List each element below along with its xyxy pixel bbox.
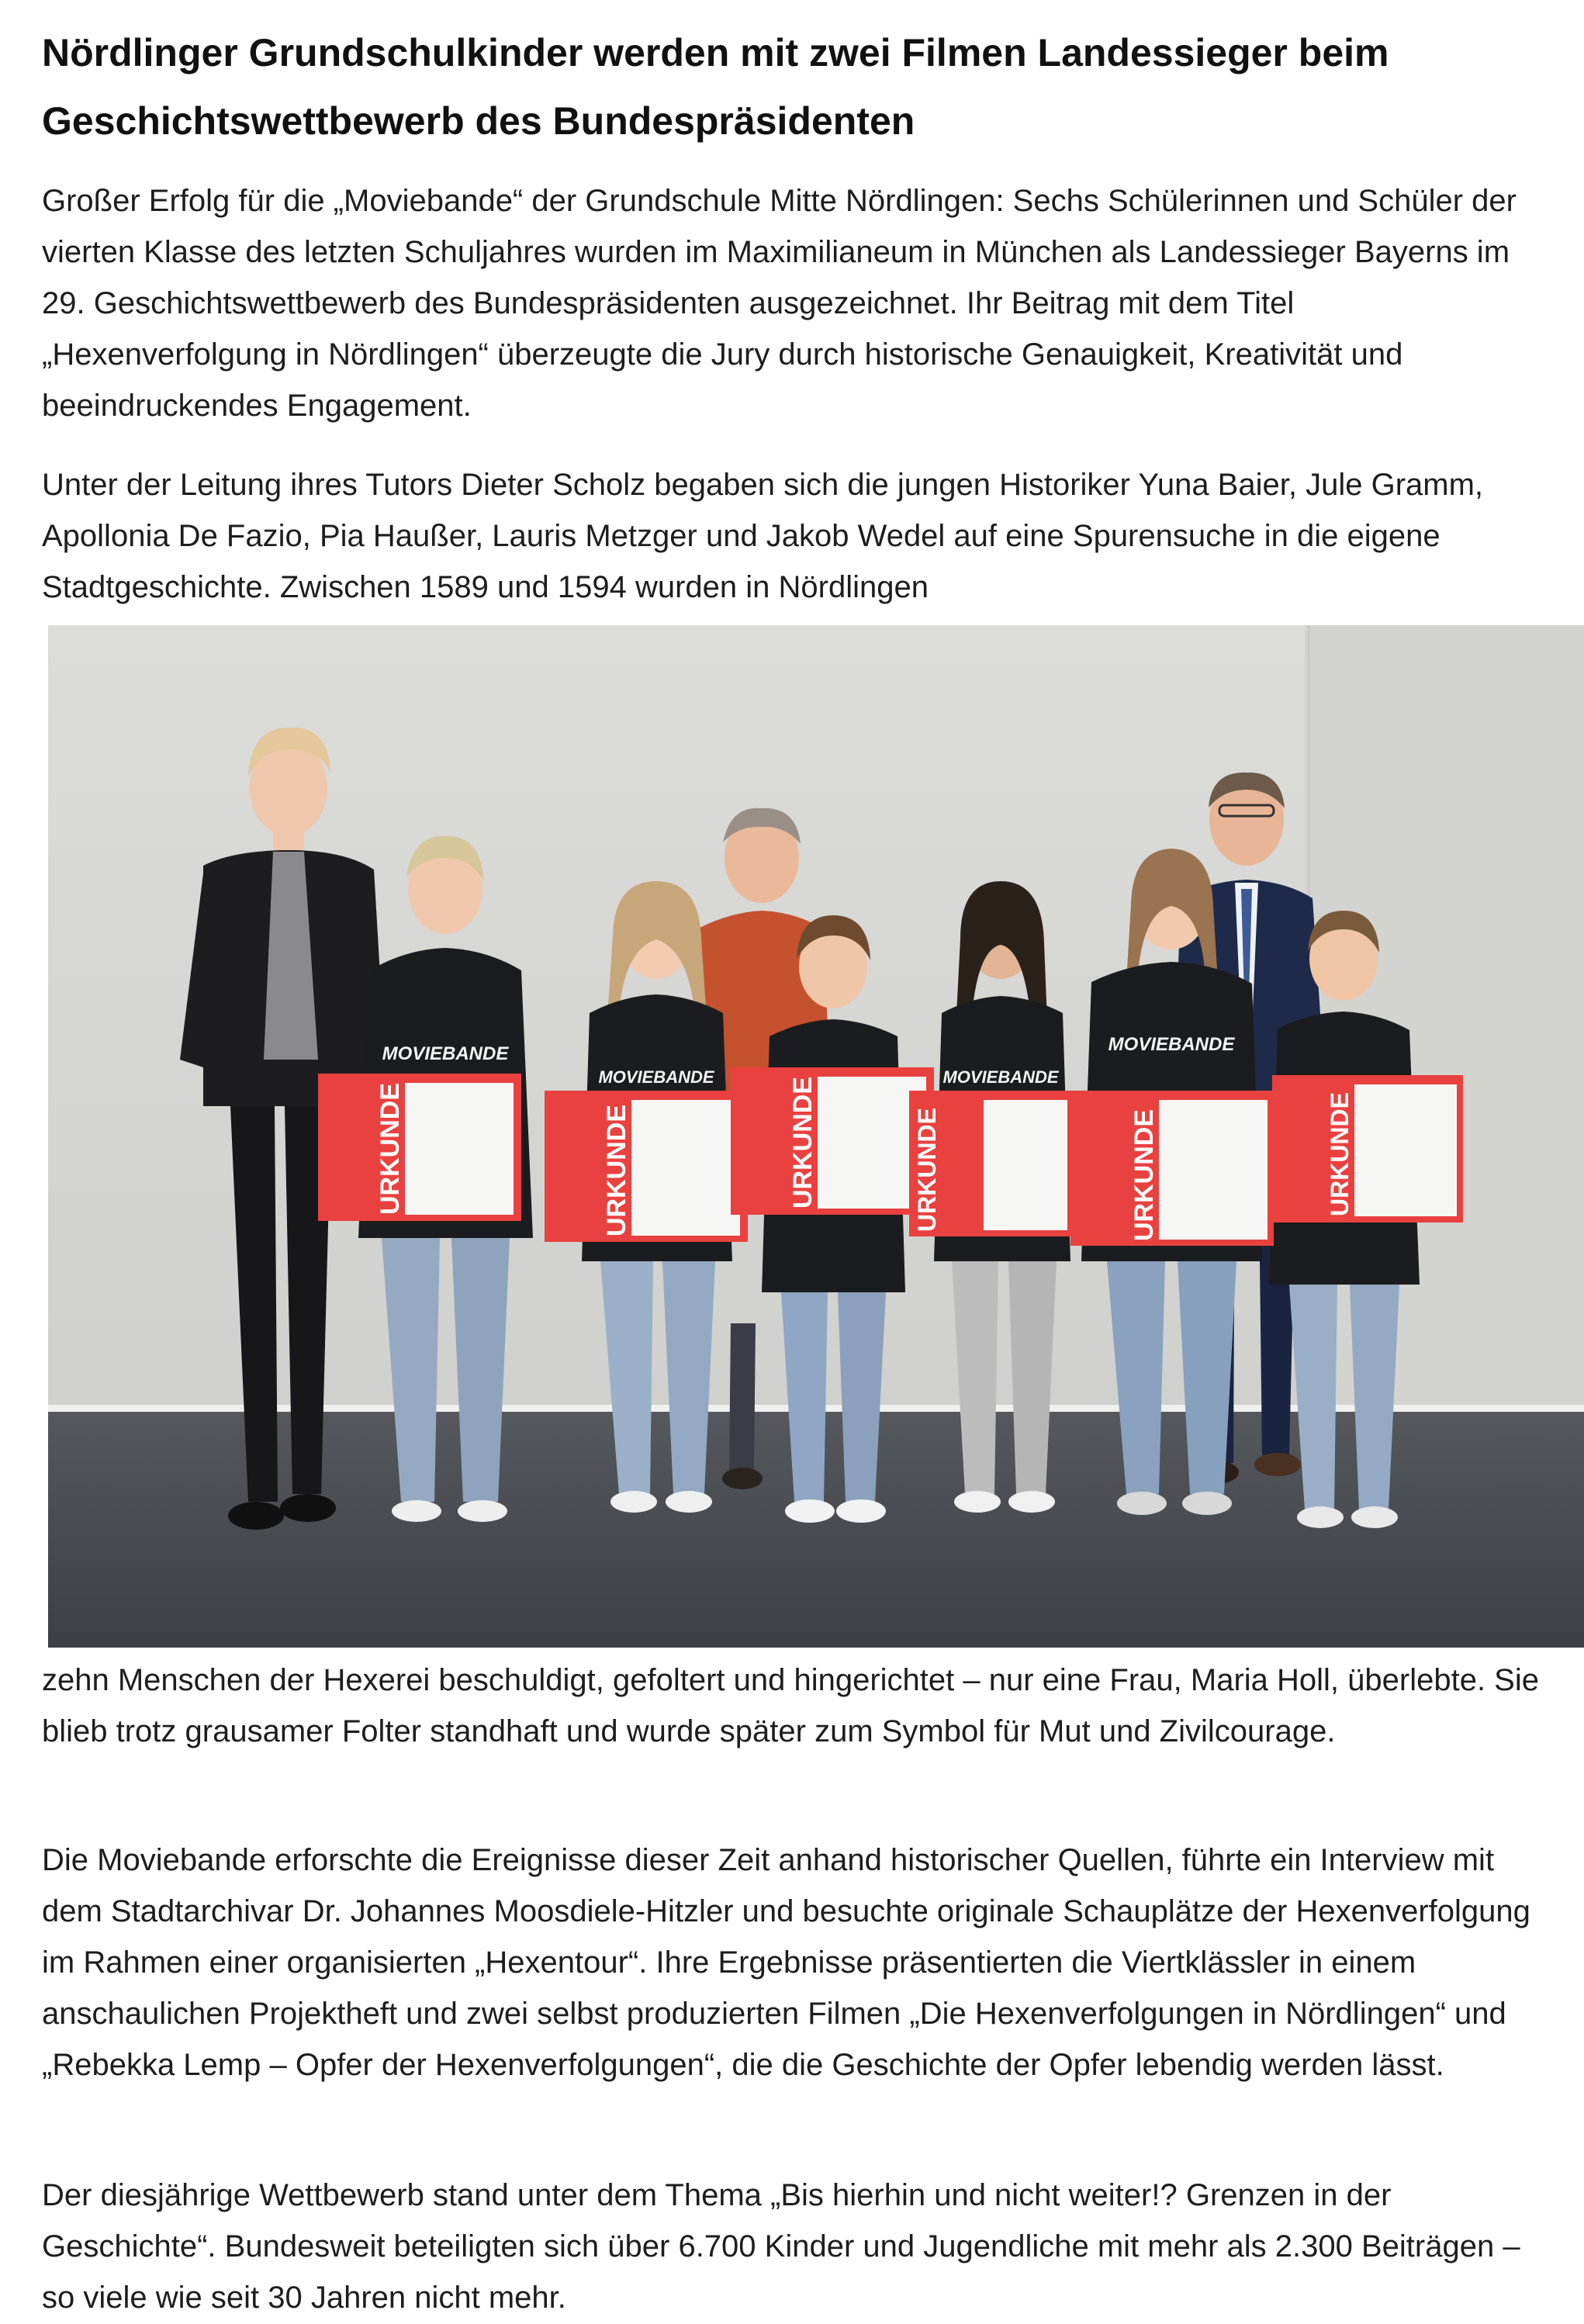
paragraph-3: zehn Menschen der Hexerei beschuldigt, gefoltert und hingerichtet – nur eine Frau, Maria Holl, überlebte. Sie blieb trotz grausamer Folter standhaft und wurde später zum Symbol für Mut und Zivilcourage. [42,1663,1539,1748]
certificate-6 [1272,1075,1463,1223]
certificate-3 [731,1067,934,1215]
svg-text:URKUNDE: URKUNDE [913,1108,941,1232]
svg-text:URKUNDE: URKUNDE [788,1077,818,1209]
certificate-1 [318,1074,521,1221]
svg-text:URKUNDE: URKUNDE [1129,1109,1159,1241]
award-ceremony-photo [48,625,1584,1648]
svg-text:URKUNDE: URKUNDE [375,1083,405,1215]
certificate-4 [909,1091,1075,1236]
certificate-5 [1070,1091,1274,1246]
certificate-2 [545,1091,748,1242]
svg-text:MOVIEBANDE: MOVIEBANDE [598,1067,714,1087]
svg-text:URKUNDE: URKUNDE [602,1105,631,1236]
svg-text:MOVIEBANDE: MOVIEBANDE [382,1043,509,1064]
svg-text:URKUNDE: URKUNDE [1326,1092,1354,1216]
paragraph-2: Unter der Leitung ihres Tutors Dieter Scholz begaben sich die jungen Historiker Yuna Baier, Jule Gramm, Apollonia De Fazio, Pia Haußer, Lauris Metzger und Jakob Wedel auf eine Spurensuche in die eigene Stadtgeschichte. Zwischen 1589 und 1594 wurden in Nördlingen [42,468,1484,604]
svg-text:MOVIEBANDE: MOVIEBANDE [1108,1034,1235,1055]
group-photo [48,625,1584,1648]
article-title: Nördlinger Grundschulkinder werden mit zwei Filmen Landessieger beim Geschichtswettbewerb des Bundespräsidenten [42,31,1389,143]
paragraph-5: Der diesjährige Wettbewerb stand unter dem Thema „Bis hierhin und nicht weiter!? Grenzen in der Geschichte“. Bundesweit beteiligten sich über 6.700 Kinder und Jugendliche mit mehr als 2.300 Beiträgen – so viele wie seit 30 Jahren nicht mehr. [42,2178,1520,2315]
svg-text:MOVIEBANDE: MOVIEBANDE [942,1067,1059,1087]
paragraph-4: Die Moviebande erforschte die Ereignisse dieser Zeit anhand historischer Quellen, führte ein Interview mit dem Stadtarchivar Dr. Johannes Moosdiele-Hitzler und besuchte originale Schauplätze der Hexenverfolgung im Rahmen einer organisierten „Hexentour“. Ihre Ergebnisse präsentierten die Viertklässler in einem anschaulichen Projektheft und zwei selbst produzierten Filmen „Die Hexenverfolgungen in Nördlingen“ und „Rebekka Lemp – Opfer der Hexenverfolgungen“, die die Geschichte der Opfer lebendig werden lässt. [42,1843,1530,2082]
paragraph-1: Großer Erfolg für die „Moviebande“ der Grundschule Mitte Nördlingen: Sechs Schülerinnen und Schüler der vierten Klasse des letzten Schuljahres wurden im Maximilianeum in München als Landessieger Bayerns im 29. Geschichtswettbewerb des Bundespräsidenten ausgezeichnet. Ihr Beitrag mit dem Titel „Hexenverfolgung in Nördlingen“ überzeugte die Jury durch historische Genauigkeit, Kreativität und beeindruckendes Engagement. [42,184,1517,423]
